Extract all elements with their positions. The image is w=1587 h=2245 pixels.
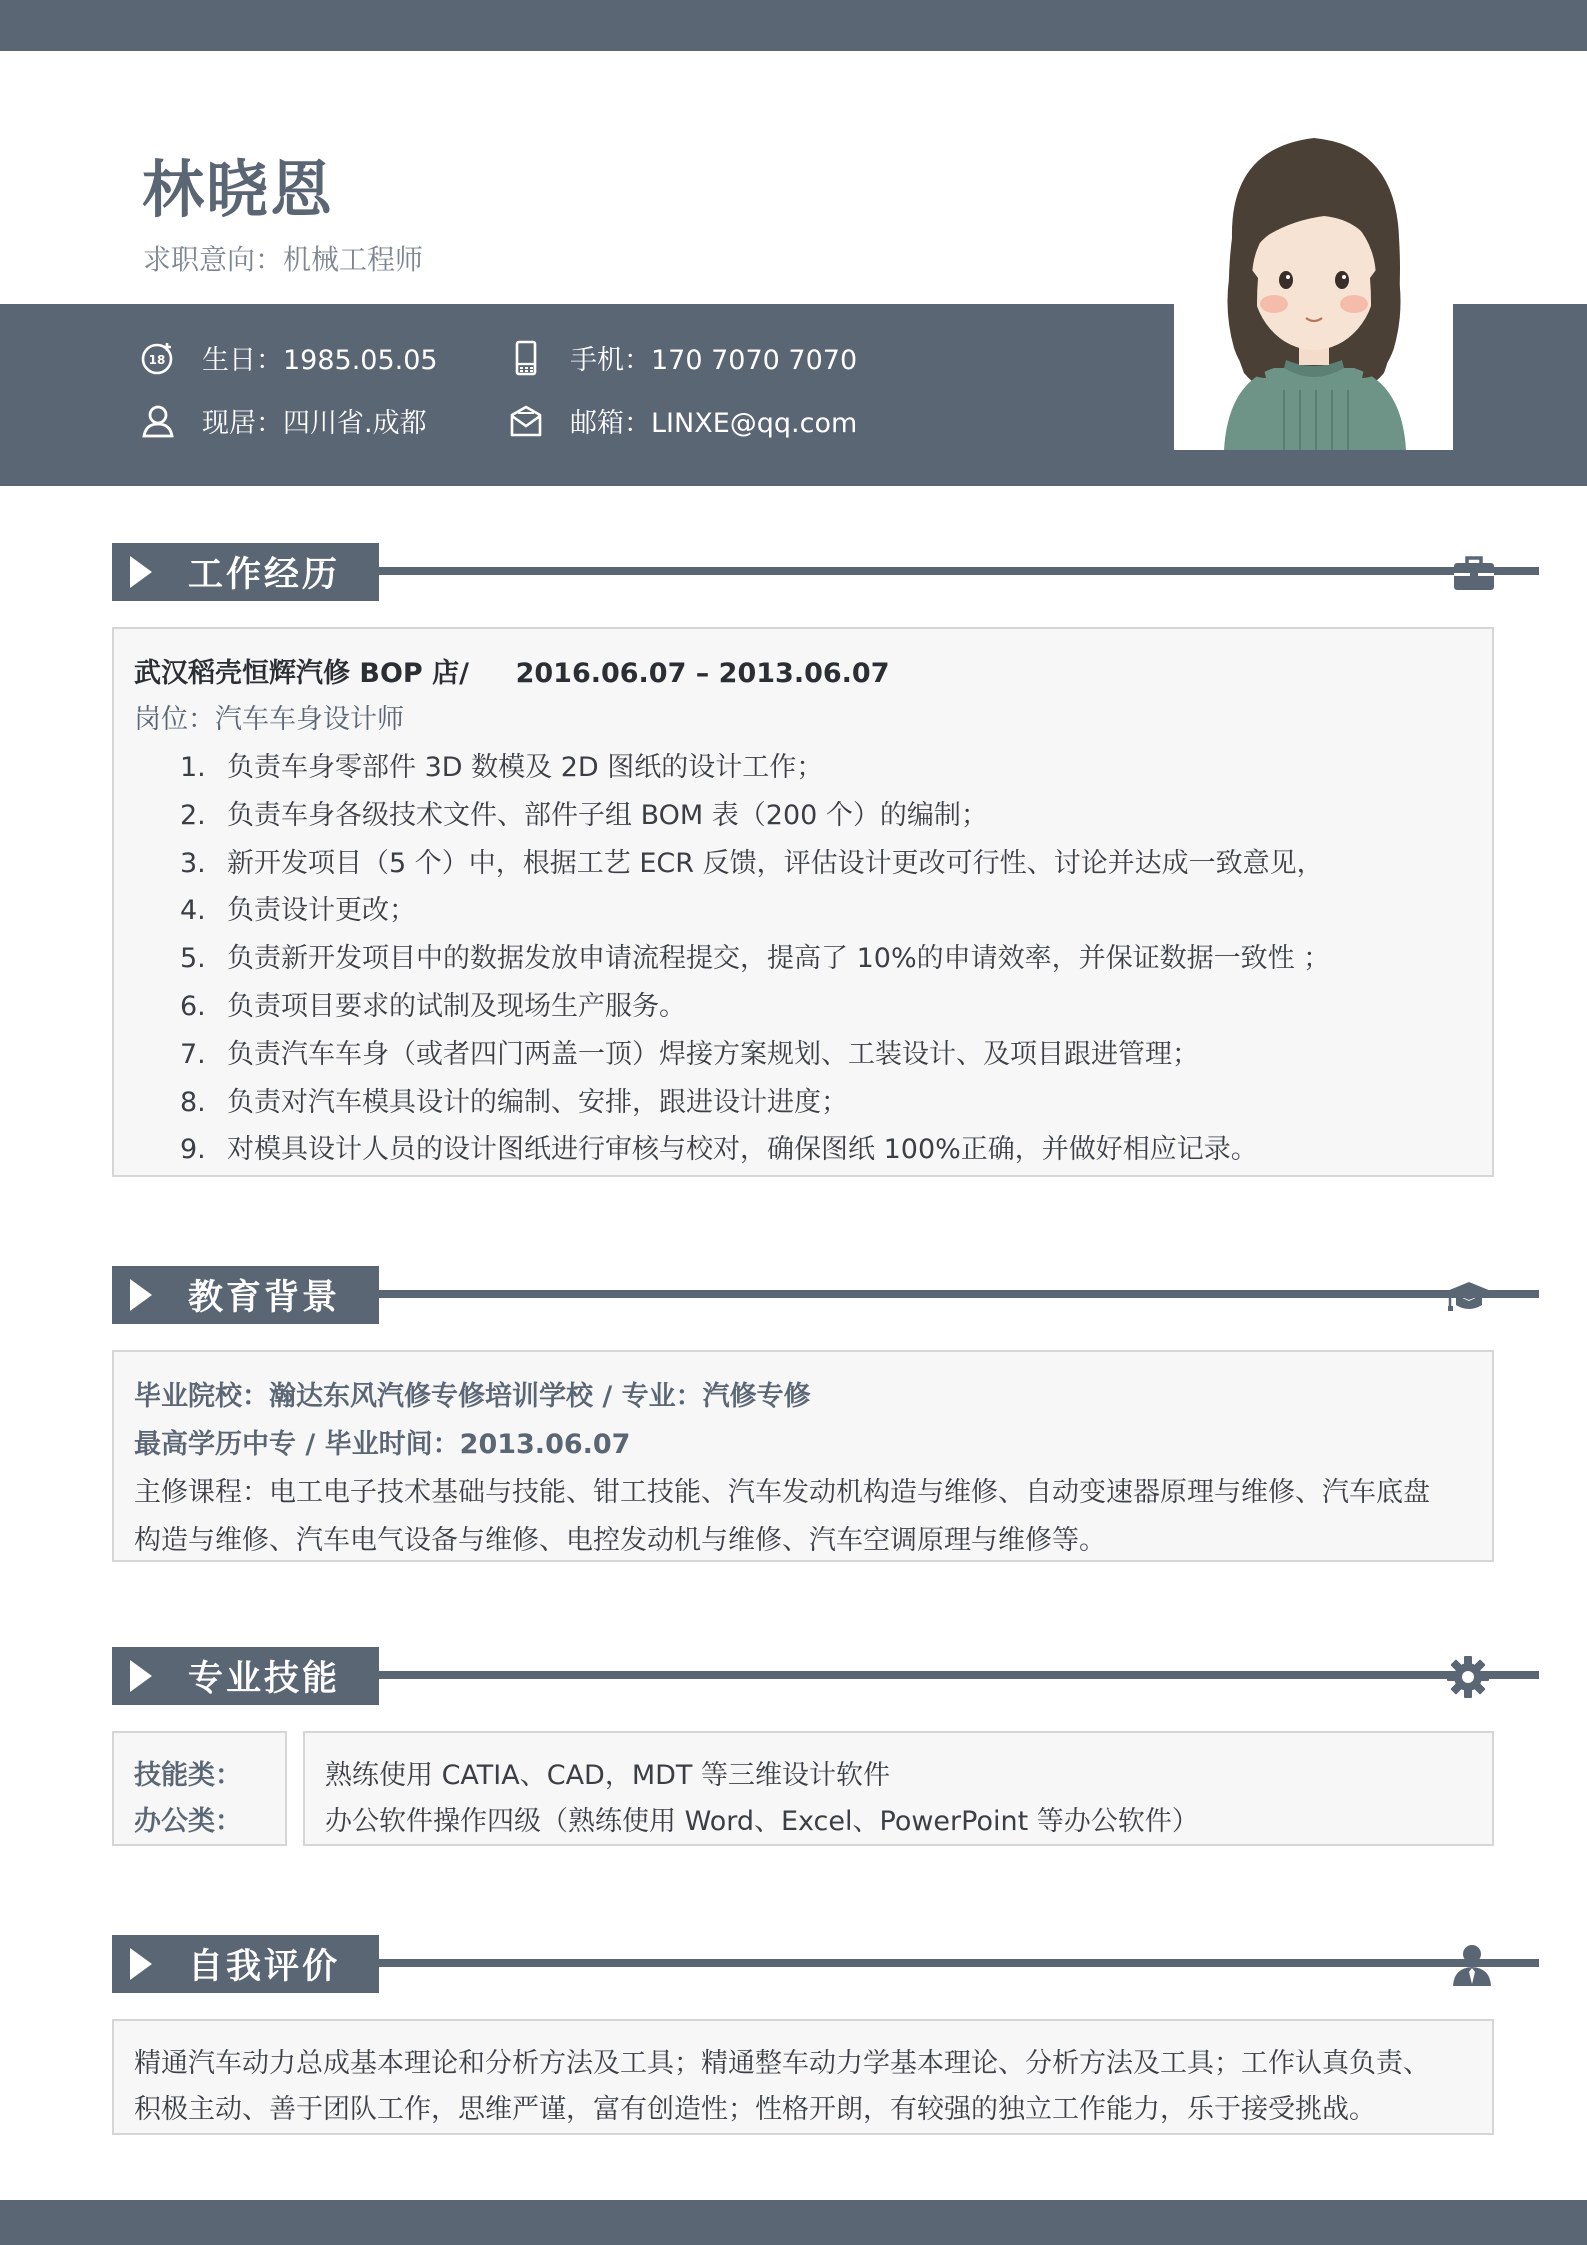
skills-label-2: 办公类： <box>134 1806 242 1837</box>
duty-number: 9. <box>180 1134 206 1166</box>
email-text: 邮箱：LINXE@qq.com <box>570 408 858 439</box>
work-box <box>112 627 1494 1177</box>
duty-text: 负责汽车车身（或者四门两盖一顶）焊接方案规划、工装设计、及项目跟进管理； <box>227 1038 1199 1070</box>
gear-icon <box>1442 1651 1494 1703</box>
section-tag <box>112 543 379 601</box>
duty-text: 负责对汽车模具设计的编制、安排，跟进设计进度； <box>227 1086 848 1118</box>
work-period: 2016.06.07 – 2013.06.07 <box>515 658 890 689</box>
duty-number: 6. <box>180 991 206 1022</box>
duty-number: 4. <box>180 895 206 927</box>
duty-number: 5. <box>180 943 206 975</box>
work-duty-item <box>180 1032 1199 1071</box>
skills-label-box <box>112 1731 287 1846</box>
job-intent: 求职意向：机械工程师 <box>143 243 424 276</box>
graduation-cap-icon <box>1442 1270 1494 1322</box>
duty-text: 负责项目要求的试制及现场生产服务。 <box>227 991 686 1022</box>
duty-number: 3. <box>180 847 206 879</box>
envelope-icon <box>508 403 544 439</box>
play-arrow-icon <box>130 1948 152 1980</box>
education-degree-date: 最高学历中专 / 毕业时间：2013.06.07 <box>134 1429 631 1460</box>
section-tag <box>112 1935 379 1993</box>
education-school-major: 毕业院校：瀚达东风汽修专修培训学校 / 专业：汽修专修 <box>134 1381 811 1412</box>
phone-text: 手机：170 7070 7070 <box>570 345 858 376</box>
skills-value-box <box>303 1731 1494 1846</box>
education-courses-line2: 构造与维修、汽车电气设备与维修、电控发动机与维修、汽车空调原理与维修等。 <box>134 1525 1106 1556</box>
section-title: 教育背景 <box>188 1278 341 1318</box>
section-work-header <box>112 543 1494 601</box>
skills-value-2: 办公软件操作四级（熟练使用 Word、Excel、PowerPoint 等办公软件） <box>325 1806 1199 1837</box>
duty-text: 对模具设计人员的设计图纸进行审核与校对，确保图纸 100%正确，并做好相应记录。 <box>227 1134 1258 1166</box>
duty-text: 负责新开发项目中的数据发放申请流程提交，提高了 10%的申请效率，并保证数据一致性 ； <box>227 943 1331 975</box>
section-title: 专业技能 <box>188 1659 341 1699</box>
work-duty-item <box>180 888 416 927</box>
work-duty-item <box>180 841 1324 880</box>
work-duty-item <box>180 1127 1258 1166</box>
work-duty-item <box>180 745 823 784</box>
play-arrow-icon <box>130 1660 152 1692</box>
work-duty-item <box>180 793 988 832</box>
play-arrow-icon <box>130 556 152 588</box>
work-company-line <box>134 651 890 690</box>
education-courses-line1: 主修课程：电工电子技术基础与技能、钳工技能、汽车发动机构造与维修、自动变速器原理与维修、汽车底盘 <box>134 1477 1430 1508</box>
section-tag <box>112 1266 379 1324</box>
section-rule <box>379 1290 1539 1298</box>
info-email <box>508 401 857 440</box>
section-title: 自我评价 <box>188 1947 341 1987</box>
info-phone <box>508 338 857 377</box>
birthday-18-icon <box>140 340 176 376</box>
duty-text: 负责设计更改； <box>227 895 416 927</box>
birth-text: 生日：1985.05.05 <box>202 345 438 376</box>
duty-text: 负责车身零部件 3D 数模及 2D 图纸的设计工作； <box>227 752 824 783</box>
duty-text: 负责车身各级技术文件、部件子组 BOM 表（200 个）的编制； <box>227 799 988 831</box>
info-birth <box>140 338 438 377</box>
duty-number: 7. <box>180 1038 206 1070</box>
section-title: 工作经历 <box>188 555 341 595</box>
avatar <box>1174 128 1453 450</box>
duty-number: 8. <box>180 1086 206 1118</box>
work-duty-item <box>180 984 686 1023</box>
work-duty-item <box>180 1080 848 1119</box>
work-duty-item <box>180 936 1330 975</box>
candidate-name: 林晓恩 <box>142 153 335 226</box>
play-arrow-icon <box>130 1279 152 1311</box>
self-eval-line1: 精通汽车动力总成基本理论和分析方法及工具；精通整车动力学基本理论、分析方法及工具；工作认真负责、 <box>134 2048 1430 2079</box>
duty-number: 2. <box>180 799 206 831</box>
work-position: 岗位：汽车车身设计师 <box>134 704 404 735</box>
section-self-header <box>112 1935 1494 1993</box>
bottom-bar <box>0 2200 1587 2245</box>
user-tie-icon <box>1446 1939 1498 1991</box>
skills-label-1: 技能类： <box>134 1760 242 1791</box>
section-education-header <box>112 1266 1494 1324</box>
section-rule <box>379 1671 1539 1679</box>
section-skills-header <box>112 1647 1494 1705</box>
info-residence <box>140 401 427 440</box>
self-eval-line2: 积极主动、善于团队工作，思维严谨，富有创造性；性格开朗，有较强的独立工作能力，乐于接受挑战。 <box>134 2094 1376 2125</box>
top-bar <box>0 0 1587 51</box>
section-rule <box>379 567 1539 575</box>
section-tag <box>112 1647 379 1705</box>
mobile-phone-icon <box>508 340 544 376</box>
section-rule <box>379 1959 1539 1967</box>
self-eval-box <box>112 2019 1494 2135</box>
residence-text: 现居：四川省.成都 <box>202 408 427 439</box>
company-name: 武汉稻壳恒辉汽修 BOP 店/ <box>134 658 469 689</box>
briefcase-icon <box>1448 547 1500 599</box>
person-icon <box>140 403 176 439</box>
svg-text:18: 18 <box>148 352 166 367</box>
duty-number: 1. <box>180 752 206 783</box>
skills-value-1: 熟练使用 CATIA、CAD，MDT 等三维设计软件 <box>325 1760 891 1791</box>
education-box <box>112 1350 1494 1562</box>
duty-text: 新开发项目（5 个）中，根据工艺 ECR 反馈，评估设计更改可行性、讨论并达成一致意见， <box>227 847 1324 879</box>
